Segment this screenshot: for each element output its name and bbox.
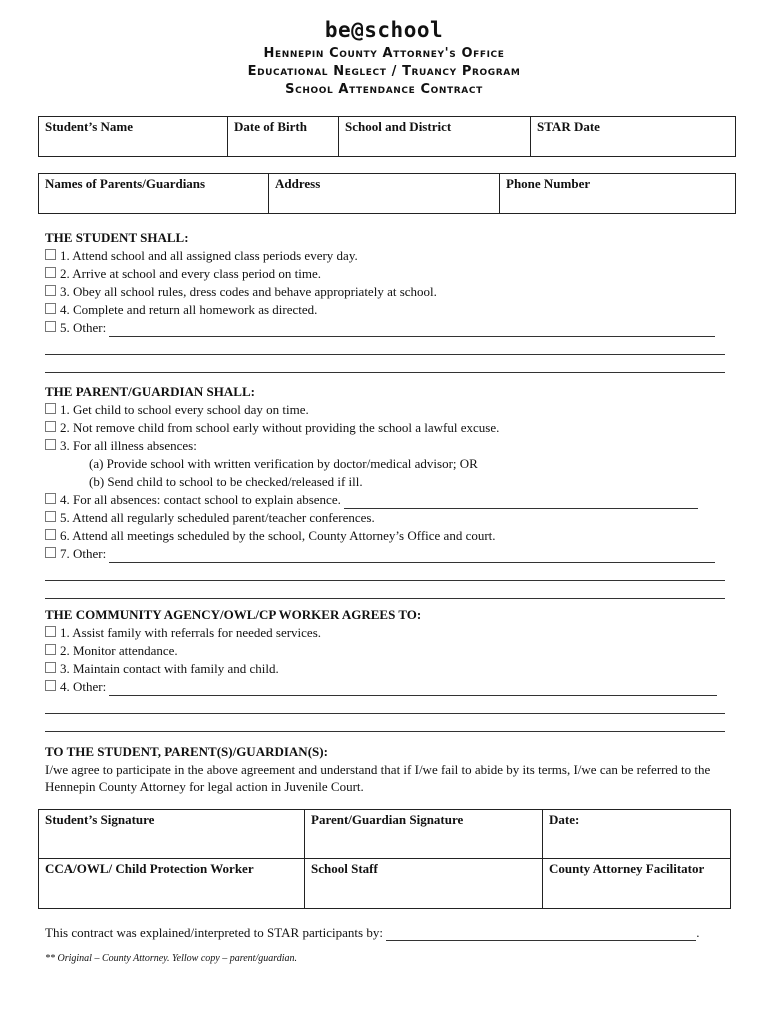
student-signature-field[interactable]: Student’s Signature <box>39 810 305 859</box>
agreement-section <box>45 743 725 795</box>
agency-other[interactable]: 4. Other: <box>45 678 725 696</box>
parent-section <box>45 383 725 599</box>
student-other-line-3[interactable] <box>45 355 725 373</box>
checkbox-icon[interactable] <box>45 421 56 432</box>
checkbox-icon[interactable] <box>45 511 56 522</box>
parent-item[interactable]: 1. Get child to school every school day on time. <box>45 401 725 419</box>
student-item[interactable]: 4. Complete and return all homework as directed. <box>45 301 725 319</box>
checkbox-icon[interactable] <box>45 626 56 637</box>
parent-item[interactable]: 2. Not remove child from school early without providing the school a lawful excuse. <box>45 419 725 437</box>
star-date-field[interactable]: STAR Date <box>531 117 736 157</box>
copy-distribution-note: ** Original – County Attorney. Yellow copy – parent/guardian. <box>45 953 298 964</box>
agency-item[interactable]: 1. Assist family with referrals for needed services. <box>45 624 725 642</box>
program-title: Educational Neglect / Truancy Program <box>247 64 521 79</box>
signature-table <box>38 809 731 909</box>
date-field[interactable]: Date: <box>543 810 731 859</box>
checkbox-icon[interactable] <box>45 321 56 332</box>
parent-other[interactable]: 7. Other: <box>45 545 725 563</box>
agency-item[interactable]: 2. Monitor attendance. <box>45 642 725 660</box>
checkbox-icon[interactable] <box>45 303 56 314</box>
agency-other-line[interactable] <box>109 682 717 696</box>
checkbox-icon[interactable] <box>45 547 56 558</box>
agency-section-title: THE COMMUNITY AGENCY/OWL/CP WORKER AGREES TO: <box>45 607 422 622</box>
parent-signature-field[interactable]: Parent/Guardian Signature <box>305 810 543 859</box>
agency-section <box>45 606 725 732</box>
program-logo: be@school <box>324 18 444 42</box>
parent-names-field[interactable]: Names of Parents/Guardians <box>39 174 269 214</box>
student-section-title: THE STUDENT SHALL: <box>45 230 189 245</box>
parent-item[interactable]: 3. For all illness absences: <box>45 437 725 455</box>
explained-by-line[interactable]: This contract was explained/interpreted to STAR participants by: . <box>45 925 700 940</box>
student-other-line[interactable] <box>109 323 715 337</box>
absence-explanation-line[interactable] <box>344 495 698 509</box>
parent-other-line[interactable] <box>109 549 715 563</box>
facilitator-field[interactable]: County Attorney Facilitator <box>543 859 731 909</box>
agency-other-line-2[interactable] <box>45 696 725 714</box>
worker-signature-field[interactable]: CCA/OWL/ Child Protection Worker <box>39 859 305 909</box>
parent-info-table <box>38 173 736 214</box>
parent-item[interactable]: 4. For all absences: contact school to explain absence. <box>45 491 725 509</box>
parent-other-line-2[interactable] <box>45 563 725 581</box>
phone-number-field[interactable]: Phone Number <box>500 174 736 214</box>
student-name-field[interactable]: Student’s Name <box>39 117 228 157</box>
parent-subitem: (a) Provide school with written verification by doctor/medical advisor; OR <box>89 456 478 471</box>
parent-other-line-3[interactable] <box>45 581 725 599</box>
address-field[interactable]: Address <box>269 174 500 214</box>
parent-subitem: (b) Send child to school to be checked/released if ill. <box>89 474 363 489</box>
student-section <box>45 229 725 373</box>
school-staff-field[interactable]: School Staff <box>305 859 543 909</box>
student-item[interactable]: 2. Arrive at school and every class period on time. <box>45 265 725 283</box>
parent-section-title: THE PARENT/GUARDIAN SHALL: <box>45 384 255 399</box>
student-item[interactable]: 3. Obey all school rules, dress codes and behave appropriately at school. <box>45 283 725 301</box>
school-district-field[interactable]: School and District <box>339 117 531 157</box>
explained-by-blank[interactable] <box>386 927 696 941</box>
date-of-birth-field[interactable]: Date of Birth <box>228 117 339 157</box>
checkbox-icon[interactable] <box>45 267 56 278</box>
student-other-line-2[interactable] <box>45 337 725 355</box>
checkbox-icon[interactable] <box>45 680 56 691</box>
contract-title: School Attendance Contract <box>285 82 483 97</box>
student-other[interactable]: 5. Other: <box>45 319 725 337</box>
agreement-title: TO THE STUDENT, PARENT(S)/GUARDIAN(S): <box>45 744 328 759</box>
checkbox-icon[interactable] <box>45 285 56 296</box>
student-info-table <box>38 116 736 157</box>
parent-item[interactable]: 5. Attend all regularly scheduled parent/teacher conferences. <box>45 509 725 527</box>
agreement-text: I/we agree to participate in the above agreement and understand that if I/we fail to abide by its terms, I/we can be referred to the Hennepin County Attorney for legal action in Juvenile Court. <box>45 762 711 794</box>
checkbox-icon[interactable] <box>45 529 56 540</box>
office-title: Hennepin County Attorney's Office <box>263 46 505 61</box>
student-item[interactable]: 1. Attend school and all assigned class periods every day. <box>45 247 725 265</box>
checkbox-icon[interactable] <box>45 644 56 655</box>
agency-other-line-3[interactable] <box>45 714 725 732</box>
checkbox-icon[interactable] <box>45 403 56 414</box>
checkbox-icon[interactable] <box>45 493 56 504</box>
checkbox-icon[interactable] <box>45 662 56 673</box>
parent-item[interactable]: 6. Attend all meetings scheduled by the school, County Attorney’s Office and court. <box>45 527 725 545</box>
checkbox-icon[interactable] <box>45 249 56 260</box>
checkbox-icon[interactable] <box>45 439 56 450</box>
agency-item[interactable]: 3. Maintain contact with family and child. <box>45 660 725 678</box>
